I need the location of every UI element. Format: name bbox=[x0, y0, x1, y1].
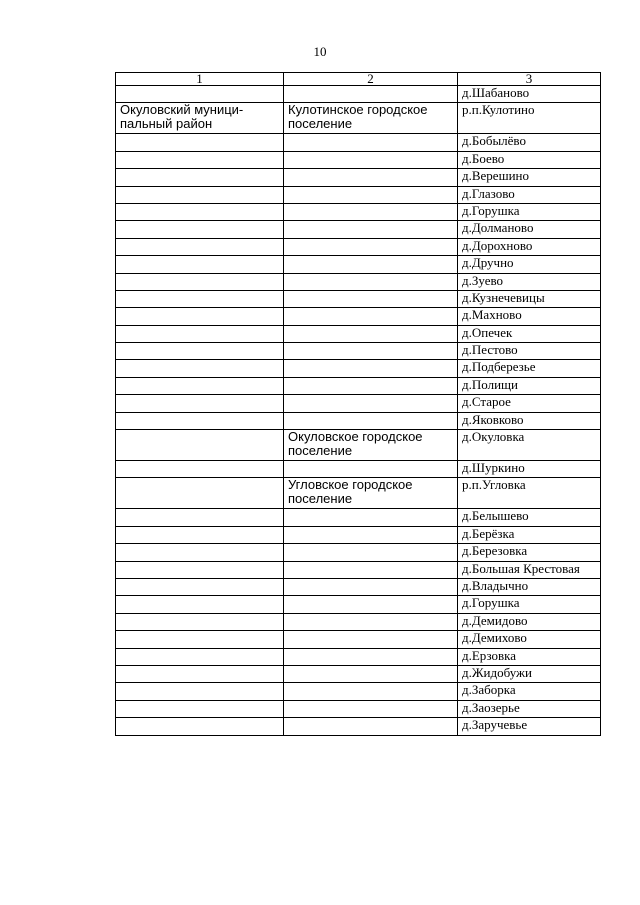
locality-cell: д.Березовка bbox=[458, 544, 601, 561]
table-row bbox=[116, 561, 601, 578]
table-header-row bbox=[116, 73, 601, 86]
locality-cell: д.Заозерье bbox=[458, 700, 601, 717]
table-row bbox=[116, 700, 601, 717]
table-row bbox=[116, 395, 601, 412]
table-row bbox=[116, 134, 601, 151]
table-row bbox=[116, 578, 601, 595]
locality-cell: д.Подберезье bbox=[458, 360, 601, 377]
page-number: 10 bbox=[313, 44, 327, 59]
table-row bbox=[116, 412, 601, 429]
district-cell bbox=[116, 561, 284, 578]
district-cell bbox=[116, 631, 284, 648]
column-header-2: 2 bbox=[284, 73, 458, 86]
table-row bbox=[116, 544, 601, 561]
settlement-cell bbox=[284, 169, 458, 186]
settlement-cell bbox=[284, 613, 458, 630]
district-cell bbox=[116, 360, 284, 377]
table-row bbox=[116, 256, 601, 273]
settlement-cell: Угловское городское поселение bbox=[284, 478, 458, 509]
table-row bbox=[116, 596, 601, 613]
settlement-cell: Окуловское городское поселение bbox=[284, 430, 458, 461]
locality-cell: д.Белышево bbox=[458, 509, 601, 526]
locality-cell: д.Горушка bbox=[458, 203, 601, 220]
district-cell bbox=[116, 169, 284, 186]
district-cell bbox=[116, 509, 284, 526]
locality-cell: д.Берёзка bbox=[458, 526, 601, 543]
locality-cell: д.Ерзовка bbox=[458, 648, 601, 665]
locality-cell: д.Заручевье bbox=[458, 718, 601, 735]
locality-cell: р.п.Кулотино bbox=[458, 103, 601, 134]
district-cell bbox=[116, 578, 284, 595]
table-row bbox=[116, 86, 601, 103]
settlement-cell bbox=[284, 561, 458, 578]
settlement-cell bbox=[284, 700, 458, 717]
settlement-cell bbox=[284, 461, 458, 478]
table-row bbox=[116, 221, 601, 238]
table-row bbox=[116, 308, 601, 325]
settlement-cell bbox=[284, 665, 458, 682]
locality-cell: д.Опечек bbox=[458, 325, 601, 342]
district-cell bbox=[116, 648, 284, 665]
locality-cell: д.Верешино bbox=[458, 169, 601, 186]
table-body bbox=[116, 86, 601, 736]
table-row bbox=[116, 360, 601, 377]
table-row bbox=[116, 718, 601, 735]
settlement-cell bbox=[284, 151, 458, 168]
district-cell bbox=[116, 526, 284, 543]
locality-cell: д.Пестово bbox=[458, 343, 601, 360]
district-cell bbox=[116, 151, 284, 168]
locality-cell: д.Демидово bbox=[458, 613, 601, 630]
locality-cell: д.Шабаново bbox=[458, 86, 601, 103]
table-row bbox=[116, 273, 601, 290]
table-row bbox=[116, 461, 601, 478]
district-cell bbox=[116, 186, 284, 203]
table-row bbox=[116, 613, 601, 630]
settlement-cell bbox=[284, 134, 458, 151]
settlement-cell bbox=[284, 596, 458, 613]
locality-cell: д.Демихово bbox=[458, 631, 601, 648]
table-row bbox=[116, 683, 601, 700]
locality-cell: д.Долманово bbox=[458, 221, 601, 238]
district-cell bbox=[116, 665, 284, 682]
settlement-cell bbox=[284, 377, 458, 394]
locality-cell: д.Дорохново bbox=[458, 238, 601, 255]
table-row bbox=[116, 665, 601, 682]
settlements-table bbox=[115, 72, 601, 736]
table-row bbox=[116, 631, 601, 648]
district-cell bbox=[116, 308, 284, 325]
locality-cell: д.Шуркино bbox=[458, 461, 601, 478]
table-row bbox=[116, 103, 601, 134]
table-row bbox=[116, 238, 601, 255]
district-cell bbox=[116, 256, 284, 273]
table-row bbox=[116, 648, 601, 665]
settlement-cell bbox=[284, 203, 458, 220]
locality-cell: д.Бобылёво bbox=[458, 134, 601, 151]
locality-cell: р.п.Угловка bbox=[458, 478, 601, 509]
settlement-cell bbox=[284, 509, 458, 526]
settlement-cell: Кулотинское городское поселение bbox=[284, 103, 458, 134]
district-cell bbox=[116, 325, 284, 342]
locality-cell: д.Глазово bbox=[458, 186, 601, 203]
district-cell bbox=[116, 343, 284, 360]
settlement-cell bbox=[284, 86, 458, 103]
locality-cell: д.Старое bbox=[458, 395, 601, 412]
table-row bbox=[116, 186, 601, 203]
settlement-cell bbox=[284, 221, 458, 238]
settlement-cell bbox=[284, 325, 458, 342]
settlement-cell bbox=[284, 256, 458, 273]
settlement-cell bbox=[284, 273, 458, 290]
district-cell bbox=[116, 683, 284, 700]
table-row bbox=[116, 203, 601, 220]
settlement-cell bbox=[284, 648, 458, 665]
settlement-cell bbox=[284, 412, 458, 429]
locality-cell: д.Жидобужи bbox=[458, 665, 601, 682]
table-row bbox=[116, 430, 601, 461]
locality-cell: д.Махново bbox=[458, 308, 601, 325]
settlement-cell bbox=[284, 308, 458, 325]
settlement-cell bbox=[284, 238, 458, 255]
column-header-1: 1 bbox=[116, 73, 284, 86]
district-cell bbox=[116, 718, 284, 735]
settlement-cell bbox=[284, 290, 458, 307]
settlement-cell bbox=[284, 631, 458, 648]
locality-cell: д.Боево bbox=[458, 151, 601, 168]
district-cell bbox=[116, 478, 284, 509]
district-cell bbox=[116, 86, 284, 103]
district-cell bbox=[116, 700, 284, 717]
table-row bbox=[116, 151, 601, 168]
settlement-cell bbox=[284, 683, 458, 700]
settlement-cell bbox=[284, 526, 458, 543]
locality-cell: д.Яковково bbox=[458, 412, 601, 429]
column-header-3: 3 bbox=[458, 73, 601, 86]
table-row bbox=[116, 325, 601, 342]
district-cell bbox=[116, 221, 284, 238]
locality-cell: д.Дручно bbox=[458, 256, 601, 273]
settlement-cell bbox=[284, 343, 458, 360]
locality-cell: д.Горушка bbox=[458, 596, 601, 613]
settlement-cell bbox=[284, 186, 458, 203]
district-cell bbox=[116, 596, 284, 613]
locality-cell: д.Владычно bbox=[458, 578, 601, 595]
locality-cell: д.Большая Крестовая bbox=[458, 561, 601, 578]
district-cell bbox=[116, 613, 284, 630]
district-cell: Окуловский муници- пальный район bbox=[116, 103, 284, 134]
district-cell bbox=[116, 377, 284, 394]
settlement-cell bbox=[284, 395, 458, 412]
table-row bbox=[116, 169, 601, 186]
district-cell bbox=[116, 395, 284, 412]
locality-cell: д.Полищи bbox=[458, 377, 601, 394]
table-row bbox=[116, 343, 601, 360]
settlement-cell bbox=[284, 578, 458, 595]
settlement-cell bbox=[284, 718, 458, 735]
district-cell bbox=[116, 134, 284, 151]
table-row bbox=[116, 290, 601, 307]
settlement-cell bbox=[284, 544, 458, 561]
locality-cell: д.Зуево bbox=[458, 273, 601, 290]
locality-cell: д.Заборка bbox=[458, 683, 601, 700]
locality-cell: д.Кузнечевицы bbox=[458, 290, 601, 307]
district-cell bbox=[116, 544, 284, 561]
table-row bbox=[116, 509, 601, 526]
district-cell bbox=[116, 290, 284, 307]
district-cell bbox=[116, 273, 284, 290]
settlement-cell bbox=[284, 360, 458, 377]
table-row bbox=[116, 526, 601, 543]
district-cell bbox=[116, 412, 284, 429]
district-cell bbox=[116, 203, 284, 220]
table-row bbox=[116, 377, 601, 394]
district-cell bbox=[116, 430, 284, 461]
locality-cell: д.Окуловка bbox=[458, 430, 601, 461]
district-cell bbox=[116, 238, 284, 255]
table-row bbox=[116, 478, 601, 509]
district-cell bbox=[116, 461, 284, 478]
